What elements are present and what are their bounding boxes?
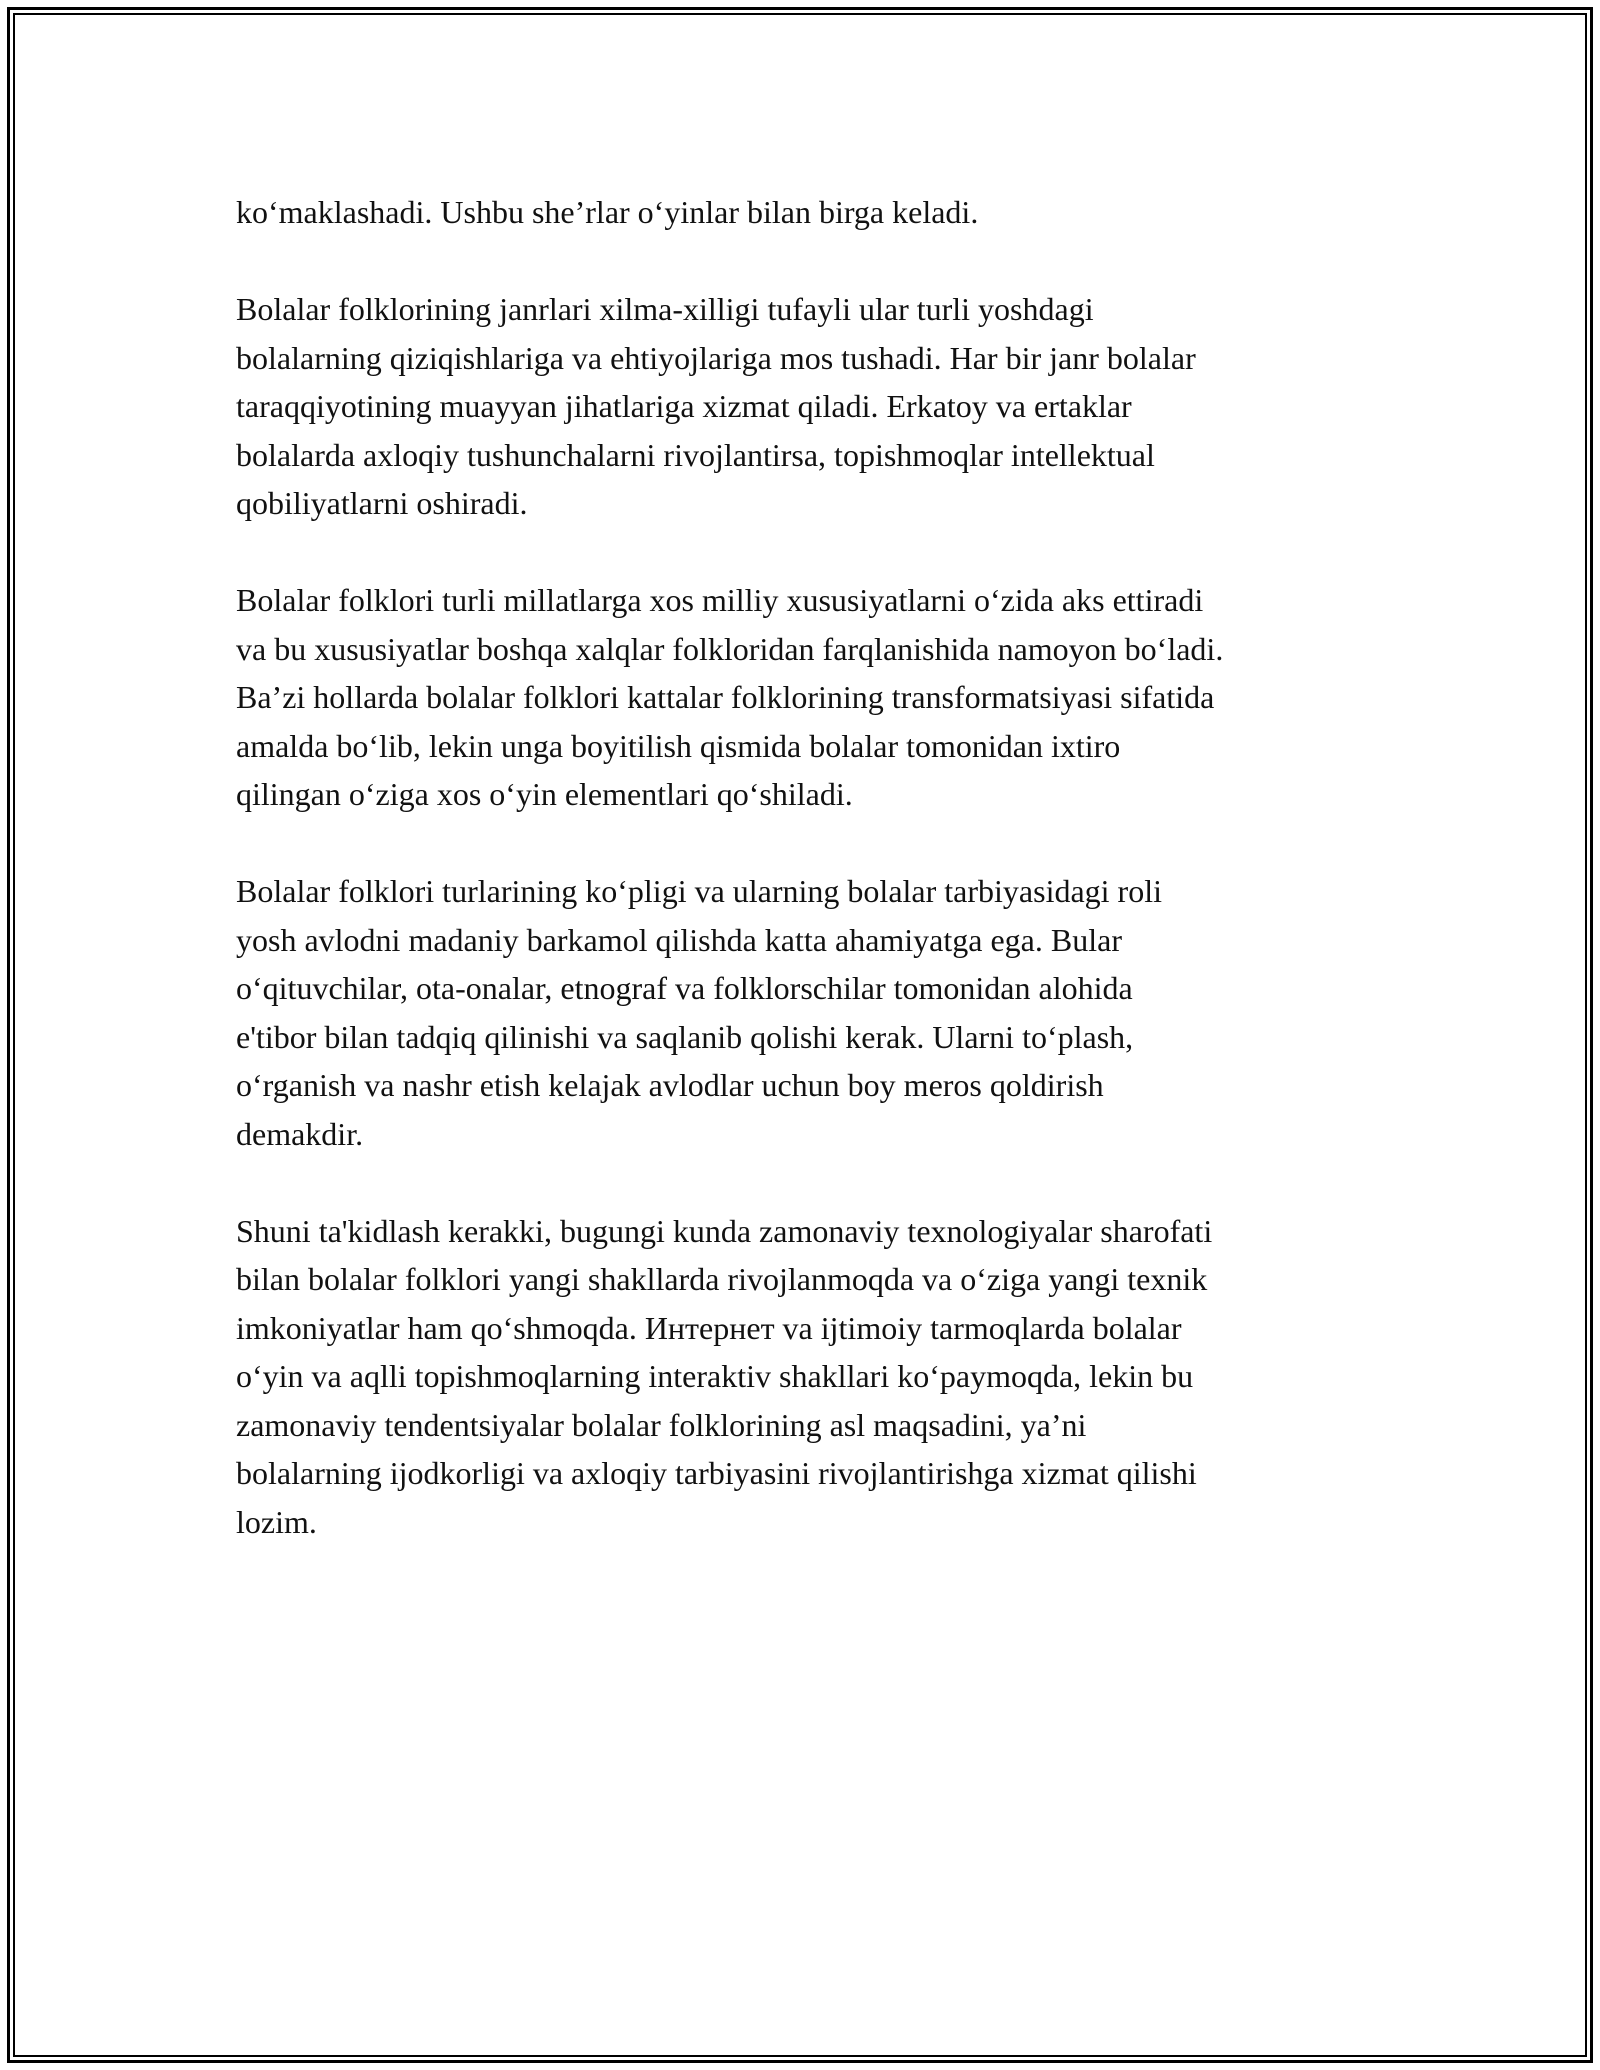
- paragraph-5: [236, 1207, 1366, 1547]
- text-line: bolalarning ijodkorligi va axloqiy tarbiyasini rivojlantirishga xizmat qilishi: [236, 1455, 1197, 1491]
- document-body: [236, 188, 1366, 1595]
- paragraph-4: [236, 867, 1366, 1158]
- text-line: Ba’zi hollarda bolalar folklori kattalar folklorining transformatsiyasi sifatida: [236, 679, 1215, 715]
- text-line: qobiliyatlarni oshiradi.: [236, 485, 528, 521]
- text-line: qilingan o‘ziga xos o‘yin elementlari qo‘shiladi.: [236, 776, 853, 812]
- text-line: amalda bo‘lib, lekin unga boyitilish qismida bolalar tomonidan ixtiro: [236, 727, 1121, 764]
- text-line: Bolalar folklorining janrlari xilma-xilligi tufayli ular turli yoshdagi: [236, 291, 1094, 327]
- text-line: e'tibor bilan tadqiq qilinishi va saqlanib qolishi kerak. Ularni to‘plash,: [236, 1018, 1134, 1055]
- text-line: taraqqiyotining muayyan jihatlariga xizmat qiladi. Erkatoy va ertaklar: [236, 388, 1132, 424]
- text-line: Bolalar folklori turli millatlarga xos milliy xususiyatlarni o‘zida aks ettiradi: [236, 582, 1204, 618]
- text-line: Bolalar folklori turlarining ko‘pligi va ularning bolalar tarbiyasidagi roli: [236, 873, 1162, 909]
- text-line: o‘qituvchilar, ota-onalar, etnograf va folklorschilar tomonidan alohida: [236, 970, 1133, 1006]
- text-line: bilan bolalar folklori yangi shakllarda rivojlanmoqda va o‘ziga yangi texnik: [236, 1261, 1208, 1297]
- text-line: ko‘maklashadi. Ushbu she’rlar o‘yinlar bilan birga keladi.: [236, 194, 979, 230]
- text-line: zamonaviy tendentsiyalar bolalar folklorining asl maqsadini, ya’ni: [236, 1406, 1087, 1443]
- paragraph-2: [236, 285, 1366, 528]
- text-line: o‘yin va aqlli topishmoqlarning interaktiv shakllari ko‘paymoqda, lekin bu: [236, 1358, 1194, 1394]
- text-line: imkoniyatlar ham qo‘shmoqda. Интернет va ijtimoiy tarmoqlarda bolalar: [236, 1309, 1182, 1346]
- text-line: Shuni ta'kidlash kerakki, bugungi kunda zamonaviy texnologiyalar sharofati: [236, 1212, 1213, 1249]
- text-line: demakdir.: [236, 1115, 364, 1152]
- text-line: va bu xususiyatlar boshqa xalqlar folkloridan farqlanishida namoyon bo‘ladi.: [236, 630, 1224, 667]
- paragraph-3: [236, 576, 1366, 819]
- text-line: bolalarda axloqiy tushunchalarni rivojlantirsa, topishmoqlar intellektual: [236, 436, 1155, 473]
- text-line: lozim.: [236, 1503, 317, 1540]
- text-line: yosh avlodni madaniy barkamol qilishda katta ahamiyatga ega. Bular: [236, 921, 1122, 958]
- text-line: o‘rganish va nashr etish kelajak avlodlar uchun boy meros qoldirish: [236, 1067, 1104, 1103]
- text-line: bolalarning qiziqishlariga va ehtiyojlariga mos tushadi. Har bir janr bolalar: [236, 339, 1196, 376]
- paragraph-1: [236, 188, 1366, 237]
